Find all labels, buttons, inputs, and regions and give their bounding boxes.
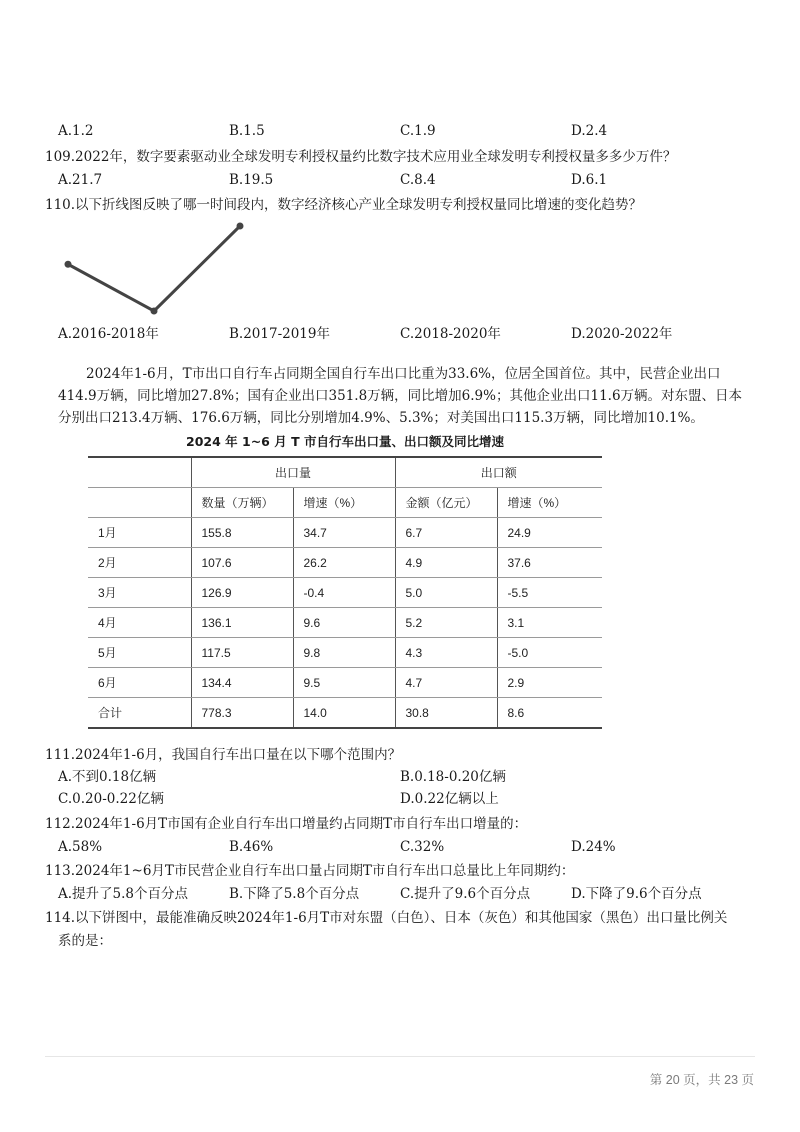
- q112-stem: 112.2024年1-6月T市国有企业自行车出口增量约占同期T市自行车出口增量的：: [45, 816, 528, 832]
- header-export-value: 出口额: [395, 457, 602, 488]
- cell-volume-growth: 9.5: [293, 668, 395, 698]
- q113-options: [58, 885, 758, 903]
- row-label: 5月: [88, 638, 191, 668]
- q111-option-b[interactable]: B.0.18-0.20亿辆: [400, 769, 506, 785]
- trend-line-chart: [55, 215, 245, 325]
- cell-volume-growth: -0.4: [293, 578, 395, 608]
- cell-value-growth: -5.5: [497, 578, 602, 608]
- row-label: 2月: [88, 548, 191, 578]
- header-export-volume: 出口量: [191, 457, 395, 488]
- cell-value-growth: 3.1: [497, 608, 602, 638]
- q113-stem: 113.2024年1~6月T市民营企业自行车出口量占同期T市自行车出口总量比上年同期约：: [45, 863, 575, 879]
- q108-option-b[interactable]: B.1.5: [229, 123, 265, 139]
- cell-volume-growth: 9.8: [293, 638, 395, 668]
- cell-value-growth: 24.9: [497, 518, 602, 548]
- cell-quantity: 155.8: [191, 518, 293, 548]
- subheader-volume-growth: 增速（%）: [293, 488, 395, 518]
- cell-amount: 30.8: [395, 698, 497, 729]
- cell-volume-growth: 14.0: [293, 698, 395, 729]
- cell-quantity: 136.1: [191, 608, 293, 638]
- footer-divider: [45, 1056, 755, 1057]
- cell-value-growth: 2.9: [497, 668, 602, 698]
- trend-series-line: [68, 226, 240, 311]
- cell-value-growth: -5.0: [497, 638, 602, 668]
- q108-options: [58, 122, 758, 140]
- cell-value-growth: 8.6: [497, 698, 602, 729]
- table-row: [88, 578, 602, 608]
- cell-quantity: 107.6: [191, 548, 293, 578]
- row-label: 6月: [88, 668, 191, 698]
- q110-option-b[interactable]: B.2017-2019年: [229, 326, 330, 342]
- subheader-corner: [88, 488, 191, 518]
- cell-volume-growth: 9.6: [293, 608, 395, 638]
- table-subheader-row: [88, 488, 602, 518]
- row-label: 3月: [88, 578, 191, 608]
- cell-quantity: 117.5: [191, 638, 293, 668]
- q114-stem-line-1: 114.以下饼图中，最能准确反映2024年1-6月T市对东盟（白色）、日本（灰色）和其他国家（黑色）出口量比例关: [45, 910, 728, 926]
- row-label: 合计: [88, 698, 191, 729]
- export-table: [88, 456, 602, 729]
- table-row: [88, 638, 602, 668]
- page-number: 第 20 页，共 23 页: [649, 1073, 754, 1087]
- table-row: [88, 548, 602, 578]
- q114-stem-line-2: 系的是：: [58, 933, 112, 949]
- subheader-value-growth: 增速（%）: [497, 488, 602, 518]
- q112-option-d[interactable]: D.24%: [571, 839, 616, 855]
- trend-point-3: [237, 223, 244, 230]
- table-row: [88, 518, 602, 548]
- q113-option-a[interactable]: A.提升了5.8个百分点: [58, 886, 189, 902]
- q110-options: [58, 325, 758, 343]
- q113-option-b[interactable]: B.下降了5.8个百分点: [229, 886, 360, 902]
- q109-option-d[interactable]: D.6.1: [571, 172, 608, 188]
- cell-quantity: 778.3: [191, 698, 293, 729]
- table-row: [88, 668, 602, 698]
- q111-option-a[interactable]: A.不到0.18亿辆: [58, 769, 157, 785]
- material-passage: [58, 363, 758, 429]
- passage-line-1: 2024年1-6月，T市出口自行车占同期全国自行车出口比重为33.6%，位居全国首位。其中，民营企业出口: [86, 366, 721, 382]
- table-header-row: [88, 457, 602, 488]
- q112-option-c[interactable]: C.32%: [400, 839, 445, 855]
- q110-stem: 110.以下折线图反映了哪一时间段内，数字经济核心产业全球发明专利授权量同比增速的变化趋势？: [45, 197, 643, 213]
- trend-point-1: [65, 261, 72, 268]
- q110-option-a[interactable]: A.2016-2018年: [58, 326, 159, 342]
- q112-options: [58, 838, 758, 856]
- passage-line-2: 414.9万辆，同比增加27.8%；国有企业出口351.8万辆，同比增加6.9%；其他企业出口11.6万辆。对东盟、日本: [58, 388, 743, 404]
- cell-quantity: 126.9: [191, 578, 293, 608]
- subheader-amount: 金额（亿元）: [395, 488, 497, 518]
- cell-amount: 5.2: [395, 608, 497, 638]
- cell-volume-growth: 26.2: [293, 548, 395, 578]
- cell-value-growth: 37.6: [497, 548, 602, 578]
- cell-amount: 4.7: [395, 668, 497, 698]
- q108-option-a[interactable]: A.1.2: [58, 123, 94, 139]
- q110-option-c[interactable]: C.2018-2020年: [400, 326, 501, 342]
- q113-option-c[interactable]: C.提升了9.6个百分点: [400, 886, 531, 902]
- table-title: 2024 年 1~6 月 T 市自行车出口量、出口额及同比增速: [186, 434, 504, 449]
- table-row: [88, 698, 602, 729]
- q112-option-b[interactable]: B.46%: [229, 839, 274, 855]
- q111-option-c[interactable]: C.0.20-0.22亿辆: [58, 791, 164, 807]
- passage-line-3: 分别出口213.4万辆、176.6万辆，同比分别增加4.9%、5.3%；对美国出口115.3万辆，同比增加10.1%。: [58, 410, 704, 426]
- q113-option-d[interactable]: D.下降了9.6个百分点: [571, 886, 702, 902]
- cell-amount: 4.3: [395, 638, 497, 668]
- cell-amount: 6.7: [395, 518, 497, 548]
- table-row: [88, 608, 602, 638]
- q110-option-d[interactable]: D.2020-2022年: [571, 326, 673, 342]
- q111-options-row2: [58, 790, 758, 808]
- q108-option-c[interactable]: C.1.9: [400, 123, 436, 139]
- cell-amount: 4.9: [395, 548, 497, 578]
- q108-option-d[interactable]: D.2.4: [571, 123, 608, 139]
- q109-option-b[interactable]: B.19.5: [229, 172, 274, 188]
- q111-stem: 111.2024年1-6月，我国自行车出口量在以下哪个范围内？: [45, 747, 402, 763]
- q109-stem: 109.2022年，数字要素驱动业全球发明专利授权量约比数字技术应用业全球发明专利授权量多多少万件？: [45, 149, 677, 165]
- trend-point-2: [151, 308, 158, 315]
- q111-options-row1: [58, 768, 758, 786]
- row-label: 4月: [88, 608, 191, 638]
- q109-options: [58, 171, 758, 189]
- cell-quantity: 134.4: [191, 668, 293, 698]
- q112-option-a[interactable]: A.58%: [58, 839, 103, 855]
- q109-option-a[interactable]: A.21.7: [58, 172, 103, 188]
- subheader-quantity: 数量（万辆）: [191, 488, 293, 518]
- cell-volume-growth: 34.7: [293, 518, 395, 548]
- q111-option-d[interactable]: D.0.22亿辆以上: [400, 791, 499, 807]
- header-corner: [88, 457, 191, 488]
- q109-option-c[interactable]: C.8.4: [400, 172, 436, 188]
- row-label: 1月: [88, 518, 191, 548]
- cell-amount: 5.0: [395, 578, 497, 608]
